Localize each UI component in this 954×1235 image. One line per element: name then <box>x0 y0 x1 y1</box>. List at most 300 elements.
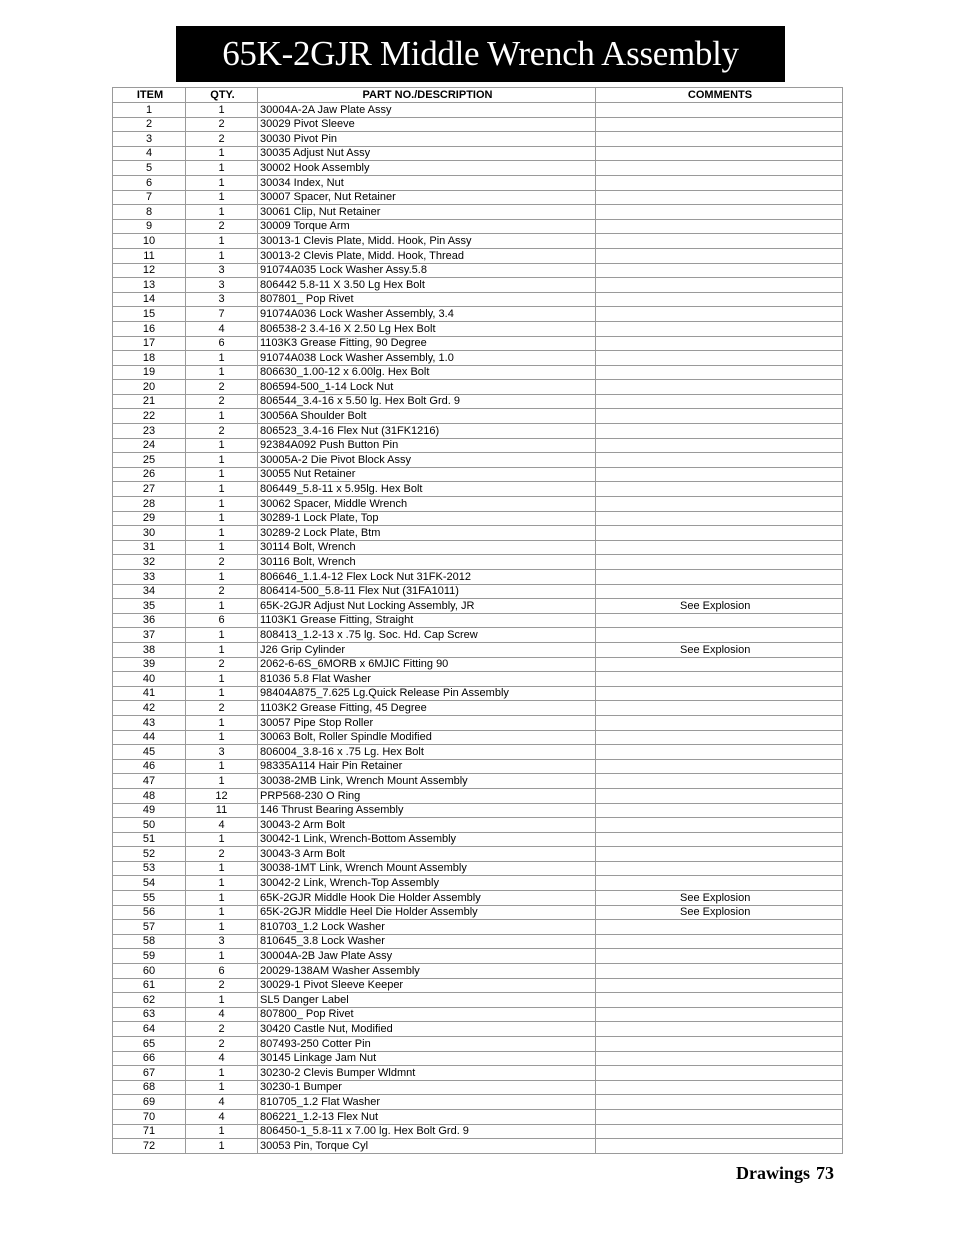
qty-cell: 2 <box>186 657 258 672</box>
item-cell: 52 <box>113 847 186 862</box>
table-row <box>113 570 843 585</box>
table-row <box>113 497 843 512</box>
qty-cell: 1 <box>186 1124 258 1139</box>
item-cell: 29 <box>113 511 186 526</box>
comments-cell <box>596 307 843 322</box>
item-cell: 21 <box>113 394 186 409</box>
comments-cell <box>596 190 843 205</box>
description-cell: 30061 Clip, Nut Retainer <box>258 205 596 220</box>
comments-cell <box>596 540 843 555</box>
table-row <box>113 1037 843 1052</box>
item-cell: 30 <box>113 526 186 541</box>
item-cell: 67 <box>113 1066 186 1081</box>
item-cell: 66 <box>113 1051 186 1066</box>
qty-cell: 2 <box>186 380 258 395</box>
item-cell: 13 <box>113 278 186 293</box>
table-row <box>113 803 843 818</box>
comments-cell <box>596 628 843 643</box>
comments-cell <box>596 774 843 789</box>
description-cell: 30004A-2A Jaw Plate Assy <box>258 103 596 118</box>
page-footer <box>736 1163 834 1184</box>
comments-cell <box>596 103 843 118</box>
description-cell: 92384A092 Push Button Pin <box>258 438 596 453</box>
header-comments: COMMENTS <box>596 88 843 103</box>
description-cell: 30230-1 Bumper <box>258 1080 596 1095</box>
qty-cell: 1 <box>186 453 258 468</box>
description-cell: 30057 Pipe Stop Roller <box>258 715 596 730</box>
table-row <box>113 599 843 614</box>
table-row <box>113 993 843 1008</box>
parts-table <box>112 87 843 1154</box>
table-row <box>113 891 843 906</box>
table-row <box>113 438 843 453</box>
item-cell: 27 <box>113 482 186 497</box>
comments-cell <box>596 934 843 949</box>
table-row <box>113 613 843 628</box>
qty-cell: 2 <box>186 978 258 993</box>
comments-cell <box>596 555 843 570</box>
description-cell: 30029 Pivot Sleeve <box>258 117 596 132</box>
item-cell: 23 <box>113 424 186 439</box>
comments-cell <box>596 920 843 935</box>
description-cell: 806414-500_5.8-11 Flex Nut (31FA1011) <box>258 584 596 599</box>
comments-cell <box>596 715 843 730</box>
comments-cell <box>596 613 843 628</box>
table-row <box>113 759 843 774</box>
item-cell: 49 <box>113 803 186 818</box>
table-row <box>113 117 843 132</box>
description-cell: 806538-2 3.4-16 X 2.50 Lg Hex Bolt <box>258 321 596 336</box>
table-row <box>113 949 843 964</box>
qty-cell: 2 <box>186 847 258 862</box>
table-row <box>113 394 843 409</box>
description-cell: 30034 Index, Nut <box>258 175 596 190</box>
item-cell: 32 <box>113 555 186 570</box>
item-cell: 3 <box>113 132 186 147</box>
description-cell: 806442 5.8-11 X 3.50 Lg Hex Bolt <box>258 278 596 293</box>
table-row <box>113 132 843 147</box>
item-cell: 59 <box>113 949 186 964</box>
table-row <box>113 628 843 643</box>
item-cell: 35 <box>113 599 186 614</box>
qty-cell: 3 <box>186 278 258 293</box>
comments-cell <box>596 1124 843 1139</box>
qty-cell: 1 <box>186 161 258 176</box>
table-row <box>113 1139 843 1154</box>
table-row <box>113 380 843 395</box>
description-cell: 810703_1.2 Lock Washer <box>258 920 596 935</box>
item-cell: 24 <box>113 438 186 453</box>
comments-cell <box>596 993 843 1008</box>
description-cell: 806630_1.00-12 x 6.00lg. Hex Bolt <box>258 365 596 380</box>
description-cell: 806544_3.4-16 x 5.50 lg. Hex Bolt Grd. 9 <box>258 394 596 409</box>
qty-cell: 1 <box>186 365 258 380</box>
comments-cell <box>596 584 843 599</box>
description-cell: 91074A036 Lock Washer Assembly, 3.4 <box>258 307 596 322</box>
qty-cell: 1 <box>186 570 258 585</box>
description-cell: 806450-1_5.8-11 x 7.00 lg. Hex Bolt Grd. 9 <box>258 1124 596 1139</box>
comments-cell: See Explosion <box>596 642 843 657</box>
comments-cell <box>596 132 843 147</box>
comments-cell <box>596 788 843 803</box>
comments-cell <box>596 321 843 336</box>
table-row <box>113 467 843 482</box>
item-cell: 16 <box>113 321 186 336</box>
description-cell: 30145 Linkage Jam Nut <box>258 1051 596 1066</box>
comments-cell <box>596 146 843 161</box>
item-cell: 60 <box>113 964 186 979</box>
comments-cell <box>596 438 843 453</box>
comments-cell <box>596 1080 843 1095</box>
description-cell: 2062-6-6S_6MORB x 6MJIC Fitting 90 <box>258 657 596 672</box>
comments-cell <box>596 497 843 512</box>
qty-cell: 1 <box>186 949 258 964</box>
table-row <box>113 263 843 278</box>
qty-cell: 1 <box>186 497 258 512</box>
item-cell: 40 <box>113 672 186 687</box>
description-cell: 30009 Torque Arm <box>258 219 596 234</box>
description-cell: SL5 Danger Label <box>258 993 596 1008</box>
comments-cell <box>596 336 843 351</box>
item-cell: 61 <box>113 978 186 993</box>
item-cell: 25 <box>113 453 186 468</box>
table-row <box>113 730 843 745</box>
comments-cell <box>596 1066 843 1081</box>
qty-cell: 6 <box>186 336 258 351</box>
description-cell: 30013-1 Clevis Plate, Midd. Hook, Pin Assy <box>258 234 596 249</box>
qty-cell: 4 <box>186 1051 258 1066</box>
comments-cell <box>596 292 843 307</box>
qty-cell: 6 <box>186 613 258 628</box>
comments-cell <box>596 818 843 833</box>
comments-cell <box>596 1109 843 1124</box>
header-description: PART NO./DESCRIPTION <box>258 88 596 103</box>
item-cell: 44 <box>113 730 186 745</box>
item-cell: 43 <box>113 715 186 730</box>
table-row <box>113 453 843 468</box>
item-cell: 53 <box>113 861 186 876</box>
qty-cell: 1 <box>186 891 258 906</box>
item-cell: 8 <box>113 205 186 220</box>
item-cell: 7 <box>113 190 186 205</box>
description-cell: 30007 Spacer, Nut Retainer <box>258 190 596 205</box>
description-cell: 30002 Hook Assembly <box>258 161 596 176</box>
description-cell: 30289-1 Lock Plate, Top <box>258 511 596 526</box>
description-cell: 91074A038 Lock Washer Assembly, 1.0 <box>258 351 596 366</box>
description-cell: 810705_1.2 Flat Washer <box>258 1095 596 1110</box>
table-row <box>113 1066 843 1081</box>
description-cell: 806523_3.4-16 Flex Nut (31FK1216) <box>258 424 596 439</box>
description-cell: 30043-3 Arm Bolt <box>258 847 596 862</box>
comments-cell <box>596 1022 843 1037</box>
qty-cell: 1 <box>186 438 258 453</box>
page-number: 73 <box>816 1163 835 1183</box>
qty-cell: 1 <box>186 730 258 745</box>
description-cell: 30116 Bolt, Wrench <box>258 555 596 570</box>
table-row <box>113 642 843 657</box>
table-row <box>113 1095 843 1110</box>
item-cell: 56 <box>113 905 186 920</box>
item-cell: 22 <box>113 409 186 424</box>
table-row <box>113 409 843 424</box>
comments-cell <box>596 949 843 964</box>
description-cell: 806594-500_1-14 Lock Nut <box>258 380 596 395</box>
description-cell: 30055 Nut Retainer <box>258 467 596 482</box>
qty-cell: 1 <box>186 248 258 263</box>
qty-cell: 4 <box>186 1095 258 1110</box>
footer-section-label: Drawings <box>736 1163 811 1183</box>
comments-cell <box>596 1139 843 1154</box>
table-row <box>113 1022 843 1037</box>
item-cell: 42 <box>113 701 186 716</box>
table-row <box>113 511 843 526</box>
description-cell: 65K-2GJR Adjust Nut Locking Assembly, JR <box>258 599 596 614</box>
table-row <box>113 847 843 862</box>
description-cell: 810645_3.8 Lock Washer <box>258 934 596 949</box>
description-cell: 30420 Castle Nut, Modified <box>258 1022 596 1037</box>
item-cell: 9 <box>113 219 186 234</box>
description-cell: 30004A-2B Jaw Plate Assy <box>258 949 596 964</box>
comments-cell <box>596 380 843 395</box>
comments-cell <box>596 1095 843 1110</box>
comments-cell <box>596 424 843 439</box>
table-row <box>113 190 843 205</box>
table-row <box>113 248 843 263</box>
comments-cell <box>596 394 843 409</box>
comments-cell <box>596 467 843 482</box>
qty-cell: 1 <box>186 672 258 687</box>
description-cell: 1103K2 Grease Fitting, 45 Degree <box>258 701 596 716</box>
description-cell: 30042-1 Link, Wrench-Bottom Assembly <box>258 832 596 847</box>
table-row <box>113 307 843 322</box>
description-cell: 30038-2MB Link, Wrench Mount Assembly <box>258 774 596 789</box>
table-row <box>113 351 843 366</box>
table-row <box>113 482 843 497</box>
table-row <box>113 292 843 307</box>
qty-cell: 12 <box>186 788 258 803</box>
table-row <box>113 701 843 716</box>
description-cell: 30056A Shoulder Bolt <box>258 409 596 424</box>
table-row <box>113 103 843 118</box>
table-row <box>113 905 843 920</box>
qty-cell: 2 <box>186 1037 258 1052</box>
table-row <box>113 1109 843 1124</box>
table-row <box>113 861 843 876</box>
qty-cell: 1 <box>186 599 258 614</box>
table-row <box>113 774 843 789</box>
comments-cell <box>596 234 843 249</box>
item-cell: 64 <box>113 1022 186 1037</box>
qty-cell: 1 <box>186 993 258 1008</box>
qty-cell: 2 <box>186 701 258 716</box>
description-cell: 807493-250 Cotter Pin <box>258 1037 596 1052</box>
description-cell: 807801_ Pop Rivet <box>258 292 596 307</box>
table-row <box>113 584 843 599</box>
table-row <box>113 686 843 701</box>
qty-cell: 4 <box>186 818 258 833</box>
item-cell: 69 <box>113 1095 186 1110</box>
comments-cell <box>596 686 843 701</box>
item-cell: 15 <box>113 307 186 322</box>
table-row <box>113 146 843 161</box>
qty-cell: 3 <box>186 934 258 949</box>
description-cell: 30035 Adjust Nut Assy <box>258 146 596 161</box>
description-cell: PRP568-230 O Ring <box>258 788 596 803</box>
description-cell: 91074A035 Lock Washer Assy.5.8 <box>258 263 596 278</box>
qty-cell: 2 <box>186 555 258 570</box>
comments-cell <box>596 759 843 774</box>
item-cell: 33 <box>113 570 186 585</box>
table-row <box>113 205 843 220</box>
qty-cell: 1 <box>186 190 258 205</box>
qty-cell: 4 <box>186 1007 258 1022</box>
table-row <box>113 321 843 336</box>
item-cell: 71 <box>113 1124 186 1139</box>
table-row <box>113 715 843 730</box>
table-row <box>113 818 843 833</box>
item-cell: 12 <box>113 263 186 278</box>
item-cell: 47 <box>113 774 186 789</box>
comments-cell <box>596 657 843 672</box>
item-cell: 46 <box>113 759 186 774</box>
qty-cell: 1 <box>186 511 258 526</box>
comments-cell <box>596 161 843 176</box>
table-row <box>113 365 843 380</box>
item-cell: 2 <box>113 117 186 132</box>
description-cell: 30030 Pivot Pin <box>258 132 596 147</box>
qty-cell: 1 <box>186 205 258 220</box>
description-cell: 30029-1 Pivot Sleeve Keeper <box>258 978 596 993</box>
comments-cell <box>596 1007 843 1022</box>
description-cell: 98404A875_7.625 Lg.Quick Release Pin Assembly <box>258 686 596 701</box>
item-cell: 17 <box>113 336 186 351</box>
item-cell: 55 <box>113 891 186 906</box>
qty-cell: 1 <box>186 774 258 789</box>
description-cell: 30042-2 Link, Wrench-Top Assembly <box>258 876 596 891</box>
qty-cell: 2 <box>186 117 258 132</box>
table-row <box>113 175 843 190</box>
comments-cell <box>596 409 843 424</box>
comments-cell <box>596 219 843 234</box>
table-row <box>113 876 843 891</box>
description-cell: 808413_1.2-13 x .75 lg. Soc. Hd. Cap Screw <box>258 628 596 643</box>
description-cell: 807800_ Pop Rivet <box>258 1007 596 1022</box>
qty-cell: 1 <box>186 686 258 701</box>
table-row <box>113 234 843 249</box>
description-cell: 806646_1.1.4-12 Flex Lock Nut 31FK-2012 <box>258 570 596 585</box>
description-cell: 1103K1 Grease Fitting, Straight <box>258 613 596 628</box>
comments-cell <box>596 832 843 847</box>
comments-cell <box>596 701 843 716</box>
description-cell: 65K-2GJR Middle Heel Die Holder Assembly <box>258 905 596 920</box>
item-cell: 11 <box>113 248 186 263</box>
qty-cell: 3 <box>186 292 258 307</box>
qty-cell: 1 <box>186 642 258 657</box>
qty-cell: 1 <box>186 351 258 366</box>
qty-cell: 1 <box>186 1080 258 1095</box>
table-row <box>113 657 843 672</box>
qty-cell: 1 <box>186 861 258 876</box>
item-cell: 10 <box>113 234 186 249</box>
description-cell: J26 Grip Cylinder <box>258 642 596 657</box>
comments-cell <box>596 570 843 585</box>
qty-cell: 2 <box>186 424 258 439</box>
qty-cell: 11 <box>186 803 258 818</box>
qty-cell: 4 <box>186 321 258 336</box>
table-row <box>113 1080 843 1095</box>
header-item: ITEM <box>113 88 186 103</box>
comments-cell <box>596 730 843 745</box>
qty-cell: 1 <box>186 832 258 847</box>
item-cell: 54 <box>113 876 186 891</box>
header-row <box>113 88 843 103</box>
item-cell: 51 <box>113 832 186 847</box>
parts-table-body <box>113 103 843 1154</box>
comments-cell: See Explosion <box>596 599 843 614</box>
comments-cell <box>596 964 843 979</box>
comments-cell <box>596 1037 843 1052</box>
table-row <box>113 526 843 541</box>
table-row <box>113 920 843 935</box>
item-cell: 39 <box>113 657 186 672</box>
qty-cell: 3 <box>186 745 258 760</box>
comments-cell <box>596 278 843 293</box>
comments-cell <box>596 351 843 366</box>
description-cell: 30005A-2 Die Pivot Block Assy <box>258 453 596 468</box>
qty-cell: 2 <box>186 1022 258 1037</box>
qty-cell: 1 <box>186 409 258 424</box>
comments-cell <box>596 482 843 497</box>
comments-cell <box>596 745 843 760</box>
comments-cell <box>596 978 843 993</box>
item-cell: 20 <box>113 380 186 395</box>
table-row <box>113 978 843 993</box>
item-cell: 14 <box>113 292 186 307</box>
table-row <box>113 219 843 234</box>
item-cell: 72 <box>113 1139 186 1154</box>
description-cell: 806221_1.2-13 Flex Nut <box>258 1109 596 1124</box>
qty-cell: 7 <box>186 307 258 322</box>
comments-cell <box>596 175 843 190</box>
item-cell: 63 <box>113 1007 186 1022</box>
comments-cell <box>596 876 843 891</box>
table-row <box>113 1124 843 1139</box>
qty-cell: 1 <box>186 905 258 920</box>
description-cell: 30230-2 Clevis Bumper Wldmnt <box>258 1066 596 1081</box>
description-cell: 30053 Pin, Torque Cyl <box>258 1139 596 1154</box>
table-row <box>113 555 843 570</box>
item-cell: 36 <box>113 613 186 628</box>
qty-cell: 3 <box>186 263 258 278</box>
description-cell: 806004_3.8-16 x .75 Lg. Hex Bolt <box>258 745 596 760</box>
description-cell: 30062 Spacer, Middle Wrench <box>258 497 596 512</box>
comments-cell <box>596 205 843 220</box>
qty-cell: 2 <box>186 132 258 147</box>
table-row <box>113 161 843 176</box>
header-qty: QTY. <box>186 88 258 103</box>
description-cell: 1103K3 Grease Fitting, 90 Degree <box>258 336 596 351</box>
comments-cell <box>596 365 843 380</box>
table-row <box>113 745 843 760</box>
item-cell: 38 <box>113 642 186 657</box>
description-cell: 81036 5.8 Flat Washer <box>258 672 596 687</box>
comments-cell: See Explosion <box>596 905 843 920</box>
description-cell: 30114 Bolt, Wrench <box>258 540 596 555</box>
qty-cell: 1 <box>186 146 258 161</box>
comments-cell <box>596 511 843 526</box>
comments-cell: See Explosion <box>596 891 843 906</box>
comments-cell <box>596 526 843 541</box>
